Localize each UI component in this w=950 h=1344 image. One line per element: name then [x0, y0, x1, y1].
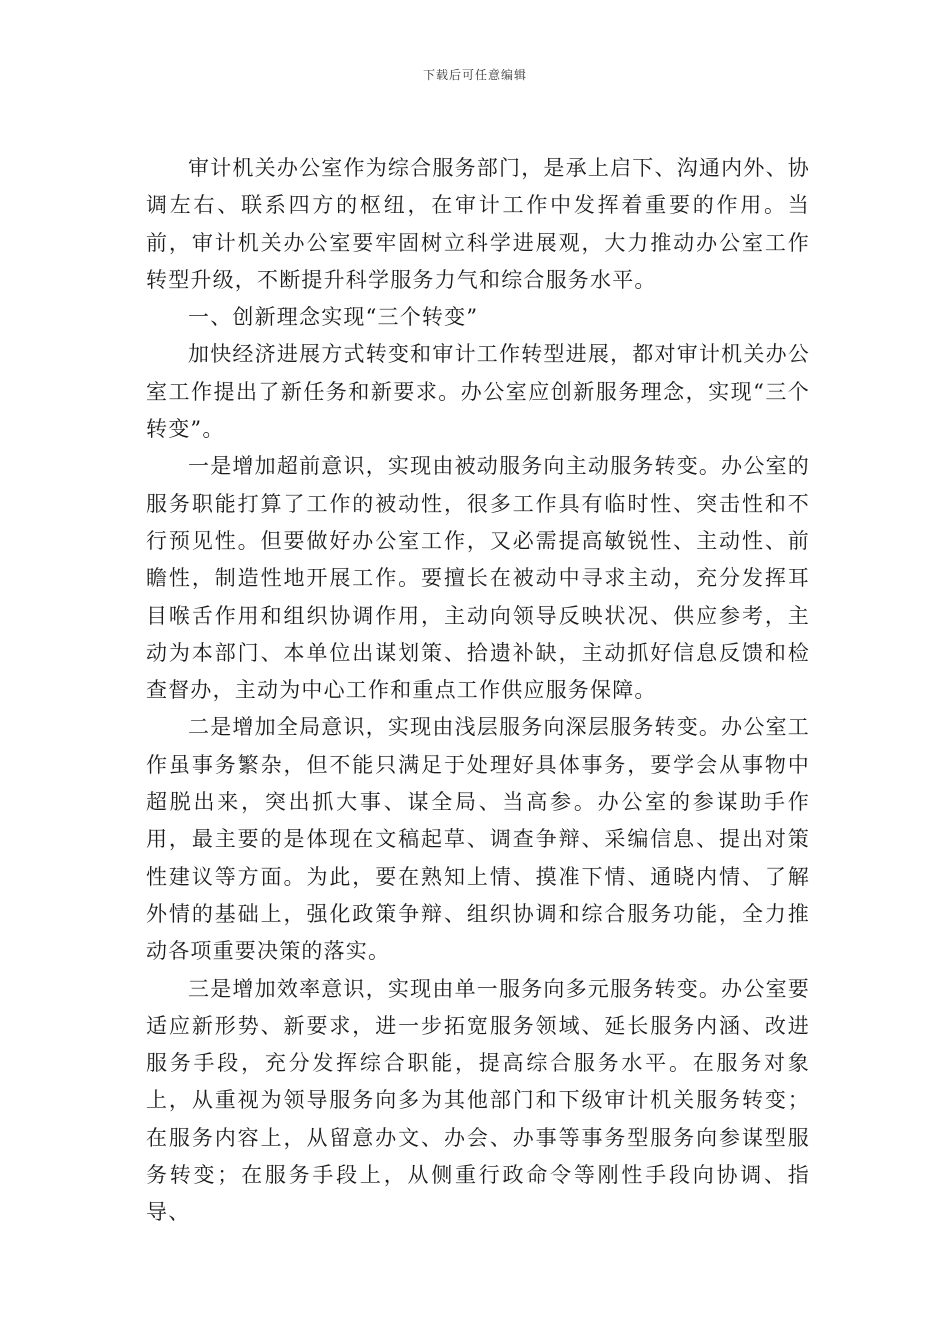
paragraph-intro: 审计机关办公室作为综合服务部门，是承上启下、沟通内外、协调左右、联系四方的枢纽，在审计工作中发挥着重要的作用。当前，审计机关办公室要牢固树立科学进展观，大力推动办公室工作转型升级，不断提升科学服务力气和综合服务水平。 — [146, 156, 810, 292]
paragraph-overview: 加快经济进展方式转变和审计工作转型进展，都对审计机关办公室工作提出了新任务和新要求。办公室应创新服务理念，实现“三个转变”。 — [146, 342, 810, 442]
section-heading: 一、创新理念实现“三个转变” — [188, 305, 479, 330]
paragraph-point-two: 二是增加全局意识，实现由浅层服务向深层服务转变。办公室工作虽事务繁杂，但不能只满足于处理好具体事务，要学会从事物中超脱出来，突出抓大事、谋全局、当高参。办公室的参谋助手作用，最主要的是体现在文稿起草、调查争辩、采编信息、提出对策性建议等方面。为此，要在熟知上情、摸准下情、通晓内情、了解外情的基础上，强化政策争辩、组织协调和综合服务功能，全力推动各项重要决策的落实。 — [146, 715, 810, 964]
document-body — [146, 150, 810, 1232]
paragraph-point-one: 一是增加超前意识，实现由被动服务向主动服务转变。办公室的服务职能打算了工作的被动性，很多工作具有临时性、突击性和不行预见性。但要做好办公室工作，又必需提高敏锐性、主动性、前瞻性，制造性地开展工作。要擅长在被动中寻求主动，充分发挥耳目喉舌作用和组织协调作用，主动向领导反映状况、供应参考，主动为本部门、本单位出谋划策、拾遗补缺，主动抓好信息反馈和检查督办，主动为中心工作和重点工作供应服务保障。 — [146, 454, 810, 703]
header-note: 下载后可任意编辑 — [422, 68, 527, 82]
paragraph-point-three: 三是增加效率意识，实现由单一服务向多元服务转变。办公室要适应新形势、新要求，进一步拓宽服务领域、延长服务内涵、改进服务手段，充分发挥综合职能，提高综合服务水平。在服务对象上，从重视为领导服务向多为其他部门和下级审计机关服务转变；在服务内容上，从留意办文、办会、办事等事务型服务向参谋型服务转变；在服务手段上，从侧重行政命令等刚性手段向协调、指导、 — [146, 976, 810, 1225]
